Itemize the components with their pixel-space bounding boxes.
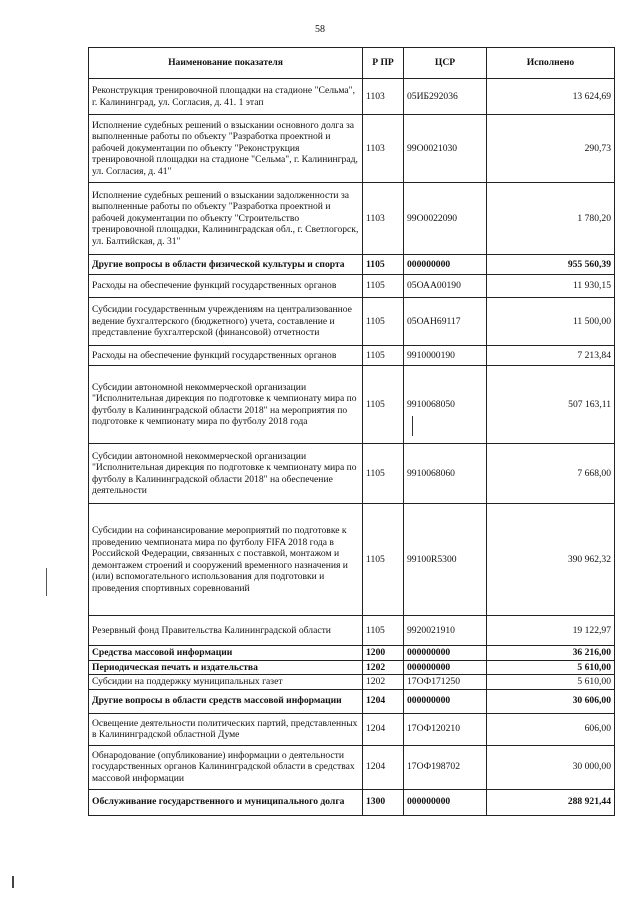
table-row <box>89 789 615 815</box>
pen-stroke-mark <box>412 416 413 436</box>
row-name-cell: Исполнение судебных решений о взыскании задолженности за выполненные работы по объекту "Разработка проектной и рабочей документации по объекту "Строительство тренировочной площадки, Калининградская обл., г. Светлогорск, ул. Балтийская, д. 31" <box>89 183 363 255</box>
row-csr-cell: 000000000 <box>404 789 487 815</box>
row-name-cell: Реконструкция тренировочной площадки на стадионе "Сельма", г. Калининград, ул. Согласия, д. 41. 1 этап <box>89 79 363 115</box>
row-csr-cell: 99100R5300 <box>404 504 487 616</box>
row-value-cell: 288 921,44 <box>487 789 615 815</box>
row-name-cell: Расходы на обеспечение функций государственных органов <box>89 275 363 298</box>
header-rpr: Р ПР <box>363 48 404 79</box>
table-row <box>89 660 615 675</box>
row-rpr-cell: 1105 <box>363 504 404 616</box>
row-value-cell: 290,73 <box>487 115 615 183</box>
table-row <box>89 713 615 745</box>
row-rpr-cell: 1200 <box>363 646 404 661</box>
row-rpr-cell: 1202 <box>363 660 404 675</box>
header-csr: ЦСР <box>404 48 487 79</box>
table-row <box>89 115 615 183</box>
header-value: Исполнено <box>487 48 615 79</box>
row-csr-cell: 000000000 <box>404 646 487 661</box>
row-name-cell: Субсидии автономной некоммерческой организации "Исполнительная дирекция по подготовке к чемпионату мира по футболу в Калининградской области 2018" на обеспечение деятельности <box>89 444 363 504</box>
table-row <box>89 689 615 713</box>
table-row <box>89 444 615 504</box>
table-row <box>89 79 615 115</box>
header-name: Наименование показателя <box>89 48 363 79</box>
row-name-cell: Периодическая печать и издательства <box>89 660 363 675</box>
row-rpr-cell: 1105 <box>363 444 404 504</box>
table-row <box>89 183 615 255</box>
table-row <box>89 504 615 616</box>
row-rpr-cell: 1105 <box>363 616 404 646</box>
row-csr-cell: 9910068050 <box>404 366 487 444</box>
margin-line-mark <box>46 568 47 596</box>
row-value-cell: 30 606,00 <box>487 689 615 713</box>
row-csr-cell: 000000000 <box>404 689 487 713</box>
row-rpr-cell: 1103 <box>363 183 404 255</box>
row-rpr-cell: 1204 <box>363 713 404 745</box>
table-row <box>89 646 615 661</box>
row-name-cell: Исполнение судебных решений о взыскании основного долга за выполненные работы по объекту "Разработка проектной и рабочей документации по объекту "Реконструкция тренировочной площадки на стадионе "Сельма", г. Калининград, ул. Согласия, д. 41" <box>89 115 363 183</box>
row-rpr-cell: 1204 <box>363 689 404 713</box>
row-value-cell: 19 122,97 <box>487 616 615 646</box>
table-row <box>89 366 615 444</box>
row-value-cell: 30 000,00 <box>487 745 615 789</box>
row-value-cell: 36 216,00 <box>487 646 615 661</box>
row-rpr-cell: 1103 <box>363 79 404 115</box>
row-csr-cell: 000000000 <box>404 255 487 275</box>
row-value-cell: 11 500,00 <box>487 298 615 346</box>
row-csr-cell: 05ОАН69117 <box>404 298 487 346</box>
row-rpr-cell: 1300 <box>363 789 404 815</box>
row-name-cell: Субсидии автономной некоммерческой организации "Исполнительная дирекция по подготовке к чемпионату мира по футболу в Калининградской области 2018" на мероприятия по подготовке к чемпионату мира по футболу 2018 года <box>89 366 363 444</box>
row-csr-cell: 17ОФ198702 <box>404 745 487 789</box>
table-header-row <box>89 48 615 79</box>
table-row <box>89 255 615 275</box>
table-row <box>89 298 615 346</box>
row-csr-cell: 17ОФ120210 <box>404 713 487 745</box>
row-name-cell: Расходы на обеспечение функций государственных органов <box>89 346 363 366</box>
row-name-cell: Обнародование (опубликование) информации о деятельности государственных органов Калининградской области в средствах массовой информации <box>89 745 363 789</box>
expenditure-table <box>88 47 615 816</box>
row-name-cell: Освещение деятельности политических партий, представленных в Калининградской областной Думе <box>89 713 363 745</box>
row-name-cell: Субсидии на поддержку муниципальных газет <box>89 675 363 690</box>
row-rpr-cell: 1105 <box>363 346 404 366</box>
edge-mark <box>12 876 14 888</box>
row-csr-cell: 17ОФ171250 <box>404 675 487 690</box>
table-row <box>89 745 615 789</box>
row-name-cell: Субсидии на софинансирование мероприятий по подготовке к проведению чемпионата мира по футболу FIFA 2018 года в Российской Федерации, связанных с поставкой, монтажом и демонтажем строений и сооружений временного назначения и (или) вспомогательного использования для подготовки и проведения спортивных соревнований <box>89 504 363 616</box>
table-row <box>89 616 615 646</box>
row-csr-cell: 99О0021030 <box>404 115 487 183</box>
row-csr-cell: 05ОАА00190 <box>404 275 487 298</box>
row-csr-cell: 000000000 <box>404 660 487 675</box>
row-csr-cell: 9910068060 <box>404 444 487 504</box>
row-value-cell: 5 610,00 <box>487 660 615 675</box>
row-rpr-cell: 1105 <box>363 298 404 346</box>
row-name-cell: Обслуживание государственного и муниципального долга <box>89 789 363 815</box>
row-name-cell: Резервный фонд Правительства Калининградской области <box>89 616 363 646</box>
row-name-cell: Другие вопросы в области физической культуры и спорта <box>89 255 363 275</box>
row-csr-cell: 9920021910 <box>404 616 487 646</box>
table-row <box>89 675 615 690</box>
row-csr-cell: 9910000190 <box>404 346 487 366</box>
row-value-cell: 7 213,84 <box>487 346 615 366</box>
row-value-cell: 7 668,00 <box>487 444 615 504</box>
row-rpr-cell: 1204 <box>363 745 404 789</box>
row-csr-cell: 99О0022090 <box>404 183 487 255</box>
row-value-cell: 390 962,32 <box>487 504 615 616</box>
row-rpr-cell: 1105 <box>363 275 404 298</box>
row-rpr-cell: 1105 <box>363 255 404 275</box>
row-value-cell: 13 624,69 <box>487 79 615 115</box>
page-number: 58 <box>315 24 325 35</box>
row-name-cell: Средства массовой информации <box>89 646 363 661</box>
row-csr-cell: 05ИБ292036 <box>404 79 487 115</box>
row-rpr-cell: 1103 <box>363 115 404 183</box>
row-name-cell: Другие вопросы в области средств массовой информации <box>89 689 363 713</box>
row-rpr-cell: 1202 <box>363 675 404 690</box>
row-name-cell: Субсидии государственным учреждениям на централизованное ведение бухгалтерского (бюджетного) учета, составление и представление бухгалтерской (финансовой) отчетности <box>89 298 363 346</box>
row-value-cell: 955 560,39 <box>487 255 615 275</box>
row-value-cell: 507 163,11 <box>487 366 615 444</box>
table-row <box>89 346 615 366</box>
row-value-cell: 11 930,15 <box>487 275 615 298</box>
row-value-cell: 606,00 <box>487 713 615 745</box>
row-value-cell: 5 610,00 <box>487 675 615 690</box>
table-row <box>89 275 615 298</box>
row-rpr-cell: 1105 <box>363 366 404 444</box>
row-value-cell: 1 780,20 <box>487 183 615 255</box>
